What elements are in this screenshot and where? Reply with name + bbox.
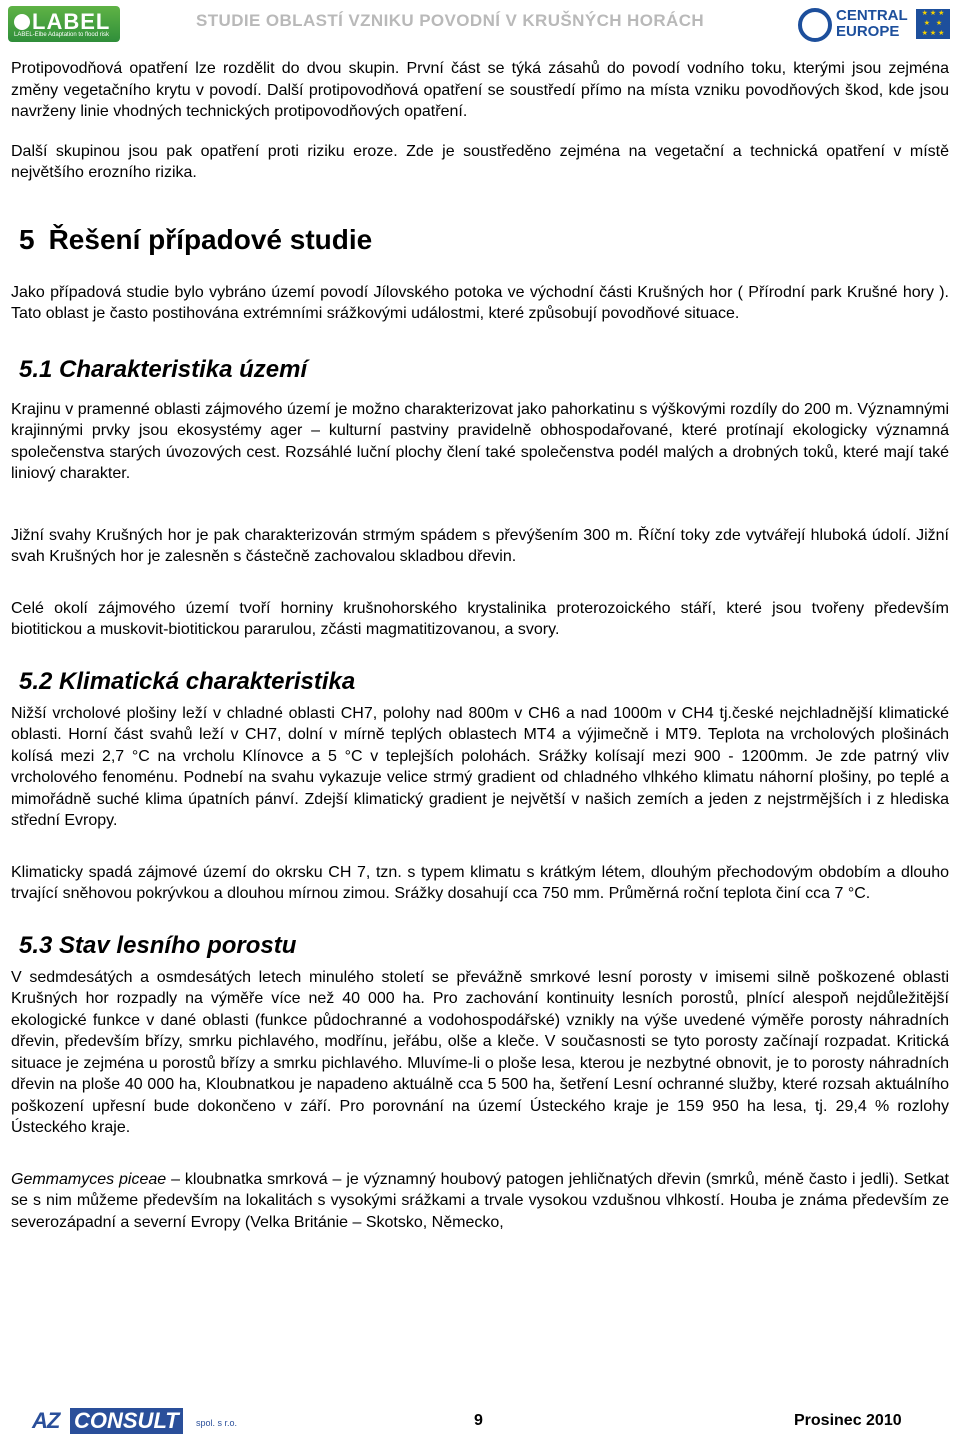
section-heading-5-3: 5.3 Stav lesního porostu (19, 931, 297, 959)
label-logo-text: LABEL (32, 9, 111, 34)
paragraph: Další skupinou jsou pak opatření proti riziku eroze. Zde je soustředěno zejména na vegetační a technická opatření v místě největšího erozního rizika. (11, 142, 949, 181)
central-europe-logo-text (836, 8, 908, 40)
central-europe-swirl-icon (798, 8, 832, 42)
page-footer (0, 1400, 960, 1440)
paragraph: Jako případová studie bylo vybráno území povodí Jílovského potoka ve východní části Krušných hor ( Přírodní park Krušné hory ). Tato oblast je často postihována extrémními srážkovými událostmi, které způsobují povodňové situace. (11, 283, 949, 322)
central-europe-line2: EUROPE (836, 23, 900, 40)
paragraph: Nižší vrcholové plošiny leží v chladné oblasti CH7, polohy nad 800m v CH6 a nad 1000m v CH4 tj.české nejchladnější klimatické oblasti. Horní část svahů leží v CH7, dolní v mírně teplých oblastech MT4 a výjimečně i MT9. Teplota na vrcholových plošinách kolísá mezi 2,7 °C na vrcholu Klínovce a 5 °C v teplejších polohách. Srážky kolísají mezi 900 - 1200mm. Je zde patrný vliv vrcholového fenoménu. Podnebí na svahu vykazuje velice strmý gradient od chladného vlhkého klimatu náhorní plošiny, po teplé a mimořádně suché klima úpatních pánví. Zdejší klimatický gradient je největší v našich zemích a jeden z nejstrmějších i z hlediska střední Evropy. (11, 704, 949, 829)
label-logo (8, 6, 120, 42)
section-title: Řešení případové studie (48, 223, 373, 255)
section-heading-5-1: 5.1 Charakteristika území (19, 355, 308, 383)
page-number: 9 (474, 1412, 483, 1429)
label-logo-subtitle: LABEL-Elbe Adaptation to flood risk (14, 32, 110, 38)
document-body (11, 58, 949, 1251)
paragraph-text: – kloubnatka smrková – je významný houbový patogen jehličnatých dřevin (smrků, méně často i jedli). Setkat se s nim můžeme především na lokalitách s vysokými srážkami a trvale vysokou vzdušnou vlhkostí. Houba je známa především ze severozápadní a severní Evropy (Velka Británie – Skotsko, Německo, (11, 1170, 950, 1231)
az-consult-logo (32, 1408, 238, 1434)
paragraph: Jižní svahy Krušných hor je pak charakterizován strmým spádem s převýšením 300 m. Říční toky zde vytvářejí hluboká údolí. Jižní svah Krušných hor je zalesněn s částečně zachovalou skladbou dřevin. (11, 526, 949, 565)
paragraph: V sedmdesátých a osmdesátých letech minulého století se převážně smrkové lesní porosty v imisemi silně poškozené oblasti Krušných hor rozpadly na výměře více než 40 000 ha. Pro zachování kontinuity lesních porostů, plnící alespoň nejdůležitější ekologické funkce v dané oblasti (funkce půdochranné a vodohospodářské) vznikly na výše uvedené výměře porosty náhradních dřevin, především břízy, smrku pichlavého, modřínu, jeřábu, olše a kleče. V současnosti se tyto porosty začínají rozpadat. Kritická situace je zejména u porostů břízy a smrku pichlavého. Mluvíme-li o ploše lesa, kterou je nezbytné obnovit, je to porosty náhradních dřevin na ploše 40 000 ha, Kloubnatkou je napadeno aktuálně cca 5 500 ha, šetření Lesní ochranné služby, které rozsah aktuálního poškození upřesní bude dokončeno v září. Pro porovnání na území Ústeckého kraje je 159 950 ha lesa, tj. 29,4 % rozlohy Ústeckého kraje. (11, 968, 949, 1136)
footer-date: Prosinec 2010 (794, 1412, 902, 1429)
consult-logo-text: CONSULT (70, 1408, 183, 1434)
section-heading-5-2: 5.2 Klimatická charakteristika (19, 667, 356, 695)
species-name: Gemmamyces piceae (11, 1170, 167, 1188)
section-heading-5 (19, 224, 949, 256)
central-europe-line1: CENTRAL (836, 7, 908, 24)
paragraph (11, 1169, 949, 1234)
central-europe-logo (798, 6, 954, 44)
company-suffix: spol. s r.o. (196, 1418, 238, 1428)
paragraph: Klimaticky spadá zájmové území do okrsku CH 7, tzn. s typem klimatu s krátkým létem, dlouhým přechodovým obdobím a dlouho trvající sněhovou pokrývkou a dlouhou mírnou zimou. Srážky dosahují cca 750 mm. Průměrná roční teplota činí cca 7 °C. (11, 863, 949, 902)
az-logo-text: AZ (32, 1408, 60, 1433)
paragraph: Celé okolí zájmového území tvoří horniny krušnohorského krystalinika proterozoického stáří, které jsou tvořeny především biotitickou a muskovit-biotitickou pararulou, zčásti magmatitizovanou, a svory. (11, 599, 949, 638)
page-header (0, 0, 960, 48)
section-number: 5 (19, 223, 35, 255)
label-logo-mark (14, 14, 30, 30)
eu-flag-icon: ★ ★ ★ ★ ★ ★ ★ ★ (916, 9, 950, 39)
document-title: STUDIE OBLASTÍ VZNIKU POVODNÍ V KRUŠNÝCH HORÁCH (196, 11, 705, 30)
paragraph: Krajinu v pramenné oblasti zájmového území je možno charakterizovat jako pahorkatinu s výškovými rozdíly do 200 m. Významnými krajinnými prvky jsou ekosystémy ager – kulturní pastviny pravidelně obhospodařované, které protínají ekologicky významná společenstva starých úvozových cest. Rozsáhlé luční plochy člení také společenstva podél malých a drobných toků, které mají také liniový charakter. (11, 400, 949, 482)
paragraph: Protipovodňová opatření lze rozdělit do dvou skupin. První část se týká zásahů do povodí vodního toku, kterými jsou zejména změny vegetačního krytu v povodí. Další protipovodňová opatření se soustředí přímo na místa vzniku povodňových škod, kde jsou navrženy linie vhodných technických protipovodňových opatření. (11, 60, 949, 120)
